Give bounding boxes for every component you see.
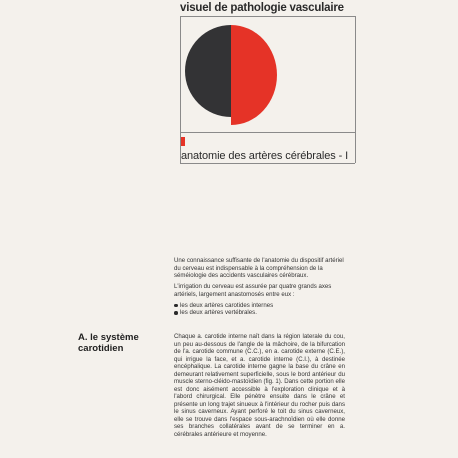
list-item bbox=[174, 309, 344, 317]
artery-list bbox=[174, 302, 344, 317]
intro-paragraph-2: L'irrigation du cerveau est assurée par quatre grands axes artériels, largement anastomosés entre eux : bbox=[174, 283, 332, 298]
emblem-red-half bbox=[231, 25, 277, 125]
section-title: anatomie des artères cérébrales - I bbox=[181, 150, 349, 162]
list-item bbox=[174, 302, 344, 310]
emblem-logo bbox=[181, 20, 281, 125]
list-item-text: les deux artères carotides internes bbox=[180, 301, 274, 309]
top-rule bbox=[180, 16, 355, 17]
bullet-icon bbox=[174, 311, 178, 315]
subsection-heading: A. le système carotidien bbox=[78, 332, 139, 354]
section-underline bbox=[180, 163, 355, 164]
red-section-marker bbox=[181, 137, 185, 146]
list-item-text: les deux artères vertébrales. bbox=[180, 309, 257, 316]
intro-paragraph-1: Une connaissance suffisante de l'anatomie du dispositif artériel du cerveau est indispensable à la compréhension de la séméiologie des accidents vasculaires cérébraux. bbox=[174, 257, 344, 279]
intro-block bbox=[174, 257, 344, 317]
series-title: visuel de pathologie vasculaire bbox=[180, 2, 344, 14]
right-frame-line bbox=[355, 16, 356, 163]
mid-rule bbox=[180, 132, 355, 133]
subsection-text: Chaque a. carotide interne naît dans la région laterale du cou, un peu au-dessous de l'angle de la mâchoire, de la bifurcation de l'a. carotide commune (C.C.), en a. carotide externe (C.E.), qui irrigue la face, et a. carotide interne (C.I.), à destinée encéphalique. La carotide interne gagne la base du crâne en demeurant relativement superficielle, sous le bord antérieur du muscle sterno-cléido-mastoïdien (fig. 1). Dans cette portion elle est donc aisément accessible à l'exploration clinique et à l'abord chirurgical. Elle pénètre ensuite dans le crâne et présente un long trajet sinueux à l'intérieur du rocher puis dans le sinus caverneux. Ayant perforé le toit du sinus caverneux, elle se trouve dans l'espace sous-arachnoïdien où elle donne ses branches collatérales avant de se terminer en a. cérébrales antérieure et moyenne. bbox=[174, 333, 345, 438]
bullet-icon bbox=[174, 304, 178, 308]
emblem-dark-half bbox=[185, 25, 231, 117]
